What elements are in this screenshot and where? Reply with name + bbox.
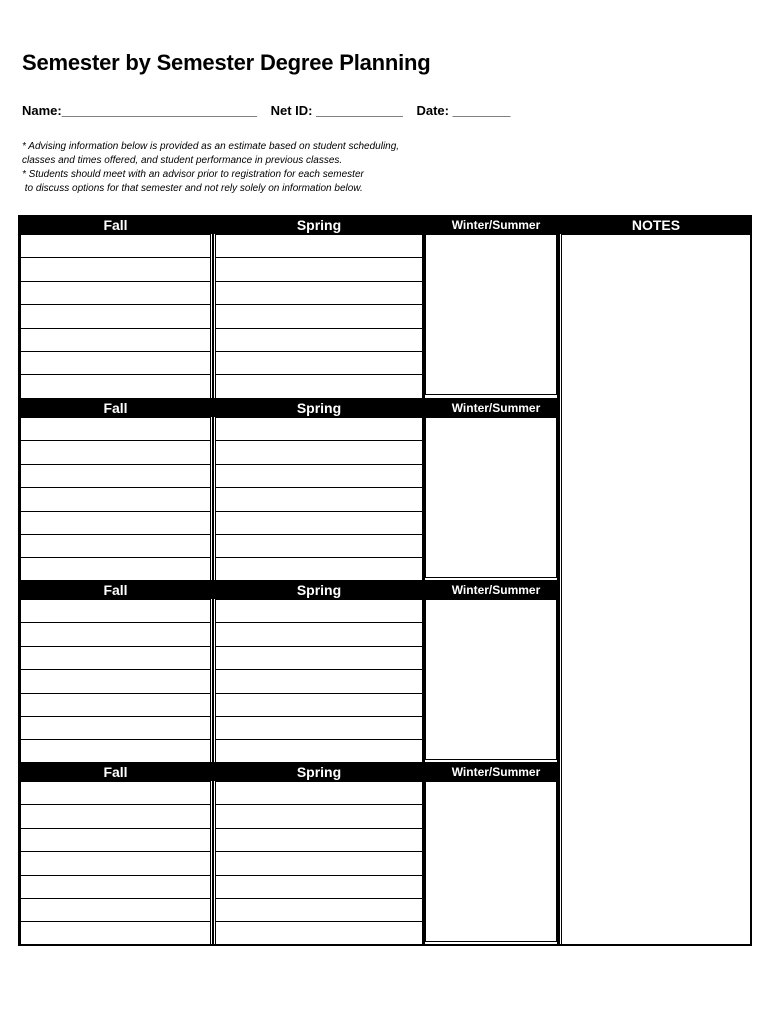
fall-course-cell[interactable] — [20, 374, 211, 398]
fall-header: Fall — [103, 581, 128, 598]
spring-course-cell[interactable] — [215, 281, 423, 305]
fall-course-cell[interactable] — [20, 804, 211, 828]
outer-left-border — [18, 215, 20, 945]
col-divider — [557, 215, 560, 945]
spring-course-cell[interactable] — [215, 898, 423, 922]
winter-summer-header: Winter/Summer — [451, 582, 541, 597]
fall-course-cell[interactable] — [20, 781, 211, 805]
spring-course-cell[interactable] — [215, 417, 423, 441]
fall-course-cell[interactable] — [20, 304, 211, 328]
notes-header: NOTES — [631, 216, 681, 233]
spring-course-cell[interactable] — [215, 534, 423, 558]
advising-disclaimer: * Advising information below is provided as an estimate based on student scheduling, classes and times offered, and student performance in previous classes. * Students should meet with an advisor prior to registration for each semester to discuss options for that semester and not rely solely on information below. — [22, 141, 400, 194]
spring-course-cell[interactable] — [215, 804, 423, 828]
fall-course-cell[interactable] — [20, 875, 211, 899]
spring-course-cell[interactable] — [215, 511, 423, 535]
fall-course-cell[interactable] — [20, 599, 211, 623]
spring-course-cell[interactable] — [215, 487, 423, 511]
winter-summer-header: Winter/Summer — [451, 764, 541, 779]
fall-course-cell[interactable] — [20, 440, 211, 464]
fall-course-cell[interactable] — [20, 851, 211, 875]
fall-course-cell[interactable] — [20, 557, 211, 581]
winter-summer-header: Winter/Summer — [451, 217, 541, 232]
spring-course-cell[interactable] — [215, 716, 423, 740]
net-id-field[interactable]: Net ID: ____________ — [270, 103, 403, 118]
spring-course-cell[interactable] — [215, 374, 423, 398]
winter-summer-header: Winter/Summer — [451, 400, 541, 415]
spring-course-cell[interactable] — [215, 304, 423, 328]
fall-header: Fall — [103, 763, 128, 780]
fall-course-cell[interactable] — [20, 828, 211, 852]
spring-course-cell[interactable] — [215, 351, 423, 375]
col-divider — [423, 215, 425, 945]
spring-course-cell[interactable] — [215, 921, 423, 945]
spring-course-cell[interactable] — [215, 693, 423, 717]
spring-course-cell[interactable] — [215, 599, 423, 623]
spring-header: Spring — [296, 216, 342, 233]
outer-right-border — [750, 215, 752, 945]
spring-course-cell[interactable] — [215, 828, 423, 852]
fall-course-cell[interactable] — [20, 898, 211, 922]
spring-course-cell[interactable] — [215, 739, 423, 763]
fall-course-cell[interactable] — [20, 622, 211, 646]
spring-course-cell[interactable] — [215, 781, 423, 805]
fall-course-cell[interactable] — [20, 534, 211, 558]
fall-course-cell[interactable] — [20, 257, 211, 281]
spring-course-cell[interactable] — [215, 646, 423, 670]
fall-course-cell[interactable] — [20, 921, 211, 945]
fall-course-cell[interactable] — [20, 693, 211, 717]
fall-course-cell[interactable] — [20, 739, 211, 763]
fall-course-cell[interactable] — [20, 464, 211, 488]
fall-course-cell[interactable] — [20, 487, 211, 511]
spring-header: Spring — [296, 581, 342, 598]
page-title: Semester by Semester Degree Planning — [22, 50, 431, 75]
winter-summer-cell[interactable] — [425, 234, 557, 395]
spring-course-cell[interactable] — [215, 464, 423, 488]
fall-course-cell[interactable] — [20, 669, 211, 693]
date-field[interactable]: Date: ________ — [416, 103, 511, 118]
outer-bottom-border — [18, 944, 752, 946]
fall-course-cell[interactable] — [20, 417, 211, 441]
spring-header: Spring — [296, 399, 342, 416]
fall-course-cell[interactable] — [20, 328, 211, 352]
spring-course-cell[interactable] — [215, 851, 423, 875]
fall-header: Fall — [103, 399, 128, 416]
winter-summer-cell[interactable] — [425, 417, 557, 578]
winter-summer-cell[interactable] — [425, 781, 557, 942]
spring-course-cell[interactable] — [215, 234, 423, 258]
name-field[interactable]: Name:___________________________ — [22, 103, 257, 118]
spring-course-cell[interactable] — [215, 257, 423, 281]
spring-course-cell[interactable] — [215, 557, 423, 581]
spring-course-cell[interactable] — [215, 328, 423, 352]
spring-course-cell[interactable] — [215, 440, 423, 464]
spring-header: Spring — [296, 763, 342, 780]
spring-course-cell[interactable] — [215, 875, 423, 899]
spring-course-cell[interactable] — [215, 669, 423, 693]
winter-summer-cell[interactable] — [425, 599, 557, 760]
col-divider — [212, 215, 214, 945]
fall-course-cell[interactable] — [20, 716, 211, 740]
fall-course-cell[interactable] — [20, 351, 211, 375]
fall-header: Fall — [103, 216, 128, 233]
fall-course-cell[interactable] — [20, 511, 211, 535]
fall-course-cell[interactable] — [20, 234, 211, 258]
fall-course-cell[interactable] — [20, 646, 211, 670]
fall-course-cell[interactable] — [20, 281, 211, 305]
notes-box[interactable] — [561, 234, 751, 945]
spring-course-cell[interactable] — [215, 622, 423, 646]
